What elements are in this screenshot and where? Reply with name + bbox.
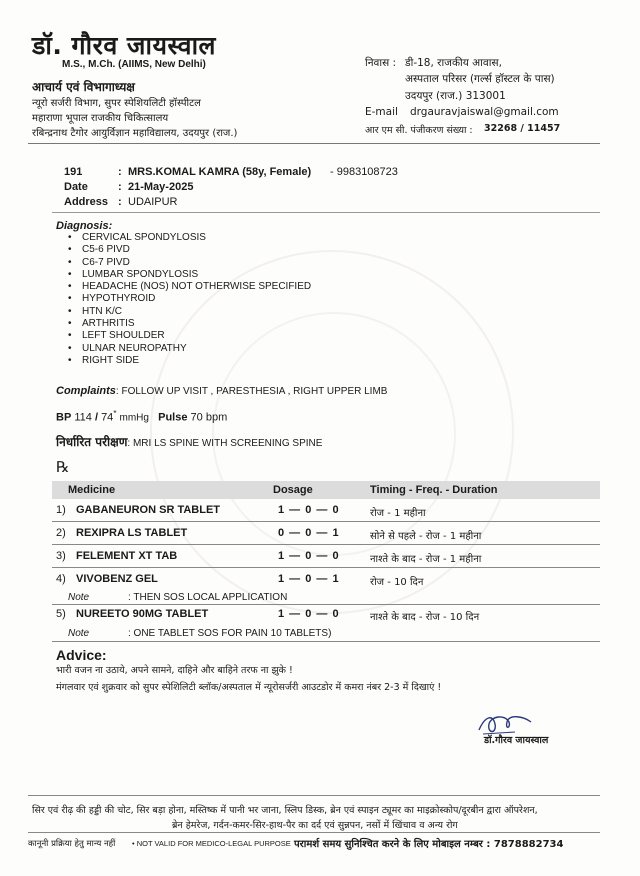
registration-label: आर एम सी. पंजीकरण संख्या : — [365, 125, 473, 136]
address-label: Address — [64, 196, 109, 208]
medicine-name: NUREETO 90MG TABLET — [76, 608, 209, 620]
signature-name: डॉ.गौरव जायस्वाल — [484, 735, 549, 746]
diagnosis-title: Diagnosis: — [56, 220, 113, 232]
bp-separator: / — [91, 411, 102, 424]
row-divider — [52, 567, 600, 568]
medicine-timing: रोज - 1 महीना — [370, 508, 426, 519]
doctor-role: आचार्य एवं विभागाध्यक्ष — [32, 80, 135, 94]
bp-marker: * — [113, 409, 117, 418]
diagnosis-item: • C6-7 PIVD — [68, 257, 311, 269]
pulse-value: 70 bpm — [190, 411, 228, 424]
diagnosis-list — [68, 232, 311, 367]
complaints-label: Complaints — [56, 385, 116, 397]
bp-label: BP — [56, 411, 72, 424]
legal-note: कानूनी प्रक्रिया हेतु मान्य नहीं — [28, 839, 116, 849]
row-number: 2) — [56, 527, 66, 539]
doctor-qualifications: M.S., M.Ch. (AIIMS, New Delhi) — [62, 59, 206, 70]
medicine-timing: सोने से पहले - रोज - 1 महीना — [370, 531, 482, 542]
residence-label: निवास : — [365, 57, 397, 69]
investigation-value: : MRI LS SPINE WITH SCREENING SPINE — [127, 438, 323, 449]
patient-id: 191 — [64, 166, 83, 178]
separator-colon: : — [118, 181, 122, 193]
residence-line: डी-18, राजकीय आवास, — [405, 57, 502, 69]
medicine-name: FELEMENT XT TAB — [76, 550, 178, 562]
vitals-row — [56, 409, 227, 424]
medicine-dosage: 1 — 0 — 1 — [278, 573, 340, 585]
services-line: ब्रेन हेमरेज, गर्दन-कमर-सिर-हाथ-पैर का दर्द एवं सुन्नपन, नसों में खिंचाव व अन्य रोग — [172, 820, 458, 831]
visit-date: 21-May-2025 — [128, 181, 194, 193]
advice-line: मंगलवार एवं शुक्रवार को सुपर स्पेशिलिटी ब्लॉक/अस्पताल में न्यूरोसर्जरी आउटडोर में कमरा नंबर 2-3 में दिखाएं ! — [56, 682, 442, 693]
medicine-timing: रोज - 10 दिन — [370, 577, 424, 588]
patient-divider — [52, 212, 600, 213]
row-divider — [52, 641, 600, 642]
advice-title: Advice: — [56, 647, 107, 663]
separator-colon: : — [118, 166, 122, 178]
medicine-note: : ONE TABLET SOS FOR PAIN 10 TABLETS) — [128, 628, 332, 639]
medicine-dosage: 1 — 0 — 0 — [278, 550, 340, 562]
patient-phone: - 9983108723 — [330, 166, 398, 178]
bp-systolic: 114 — [74, 411, 92, 424]
diagnosis-item: • HYPOTHYROID — [68, 293, 311, 305]
date-label: Date — [64, 181, 88, 193]
contact-line: परामर्श समय सुनिश्चित करने के लिए मोबाइल नम्बर : 7878882734 — [294, 839, 564, 850]
registration-number: 32268 / 11457 — [484, 123, 561, 134]
footer-divider — [28, 795, 600, 796]
bp-unit: mmHg — [119, 412, 149, 424]
diagnosis-item: • HEADACHE (NOS) NOT OTHERWISE SPECIFIED — [68, 281, 311, 293]
services-line: सिर एवं रीढ़ की हड्डी की चोट, सिर बड़ा होना, मस्तिष्क में पानी भर जाना, स्लिप डिस्क, ब्रेन एवं स्पाइन ट्यूमर का माइक्रोस्कोप/दूरबीन द्वारा ऑपरेशन, — [32, 805, 538, 816]
patient-name: MRS.KOMAL KAMRA (58y, Female) — [128, 166, 312, 178]
medicine-name: VIVOBENZ GEL — [76, 573, 158, 585]
medicine-name: REXIPRA LS TABLET — [76, 527, 188, 539]
affiliation-line: न्यूरो सर्जरी विभाग, सुपर स्पेशियलिटी हॉस्पीटल — [32, 98, 201, 109]
header-divider — [28, 143, 600, 144]
residence-line: उदयपुर (राज.) 313001 — [405, 90, 506, 102]
medicine-dosage: 1 — 0 — 0 — [278, 504, 340, 516]
row-number: 5) — [56, 608, 66, 620]
medicine-timing: नाश्ते के बाद - रोज - 1 महीना — [370, 554, 482, 565]
row-number: 3) — [56, 550, 66, 562]
header-timing: Timing - Freq. - Duration — [370, 484, 498, 496]
investigation-label: निर्धारित परीक्षण — [56, 435, 128, 449]
row-divider — [52, 521, 600, 522]
diagnosis-item: • ULNAR NEUROPATHY — [68, 343, 311, 355]
complaints-value: : FOLLOW UP VISIT , PARESTHESIA , RIGHT UPPER LIMB — [115, 386, 388, 397]
row-number: 1) — [56, 504, 66, 516]
medicine-name: GABANEURON SR TABLET — [76, 504, 221, 516]
header-dosage: Dosage — [273, 484, 313, 496]
footer-divider — [28, 832, 600, 833]
email-address: drgauravjaiswal@gmail.com — [410, 106, 559, 118]
medicine-dosage: 0 — 0 — 1 — [278, 527, 340, 539]
row-divider — [52, 544, 600, 545]
note-label: Note — [68, 592, 90, 603]
investigation-row — [56, 433, 322, 450]
affiliation-line: महाराणा भूपाल राजकीय चिकित्सालय — [32, 113, 169, 124]
complaints-row — [56, 385, 387, 397]
pulse-label: Pulse — [158, 411, 188, 424]
header-medicine: Medicine — [68, 484, 116, 496]
diagnosis-item: • LEFT SHOULDER — [68, 330, 311, 342]
diagnosis-item: • RIGHT SIDE — [68, 355, 311, 367]
note-label: Note — [68, 628, 90, 639]
affiliation-line: रबिन्द्रनाथ टैगोर आयुर्विज्ञान महाविद्यालय, उदयपुर (राज.) — [32, 128, 238, 139]
row-divider — [52, 604, 600, 605]
row-number: 4) — [56, 573, 66, 585]
separator-colon: : — [118, 196, 122, 208]
email-label: E-mail — [365, 106, 398, 118]
doctor-name: डॉ. गौरव जायस्वाल — [32, 31, 217, 60]
medicine-timing: नाश्ते के बाद - रोज - 10 दिन — [370, 612, 480, 623]
bp-diastolic: 74 — [101, 411, 114, 424]
diagnosis-item: • HTN K/C — [68, 306, 311, 318]
diagnosis-item: • LUMBAR SPONDYLOSIS — [68, 269, 311, 281]
legal-note-english: • NOT VALID FOR MEDICO-LEGAL PURPOSE — [132, 839, 291, 848]
medicine-note: : THEN SOS LOCAL APPLICATION — [128, 592, 288, 603]
rx-icon: ℞ — [56, 458, 70, 476]
diagnosis-item: • ARTHRITIS — [68, 318, 311, 330]
advice-line: भारी वजन ना उठाये, अपने सामने, दाहिने और बाहिने तरफ ना झुके ! — [56, 665, 293, 676]
residence-line: अस्पताल परिसर (गर्ल्स हॉस्टल के पास) — [405, 73, 555, 85]
medicine-table-header — [52, 481, 600, 499]
medicine-dosage: 1 — 0 — 0 — [278, 608, 340, 620]
patient-address: UDAIPUR — [128, 196, 178, 208]
diagnosis-item: • C5-6 PIVD — [68, 244, 311, 256]
diagnosis-item: • CERVICAL SPONDYLOSIS — [68, 232, 311, 244]
